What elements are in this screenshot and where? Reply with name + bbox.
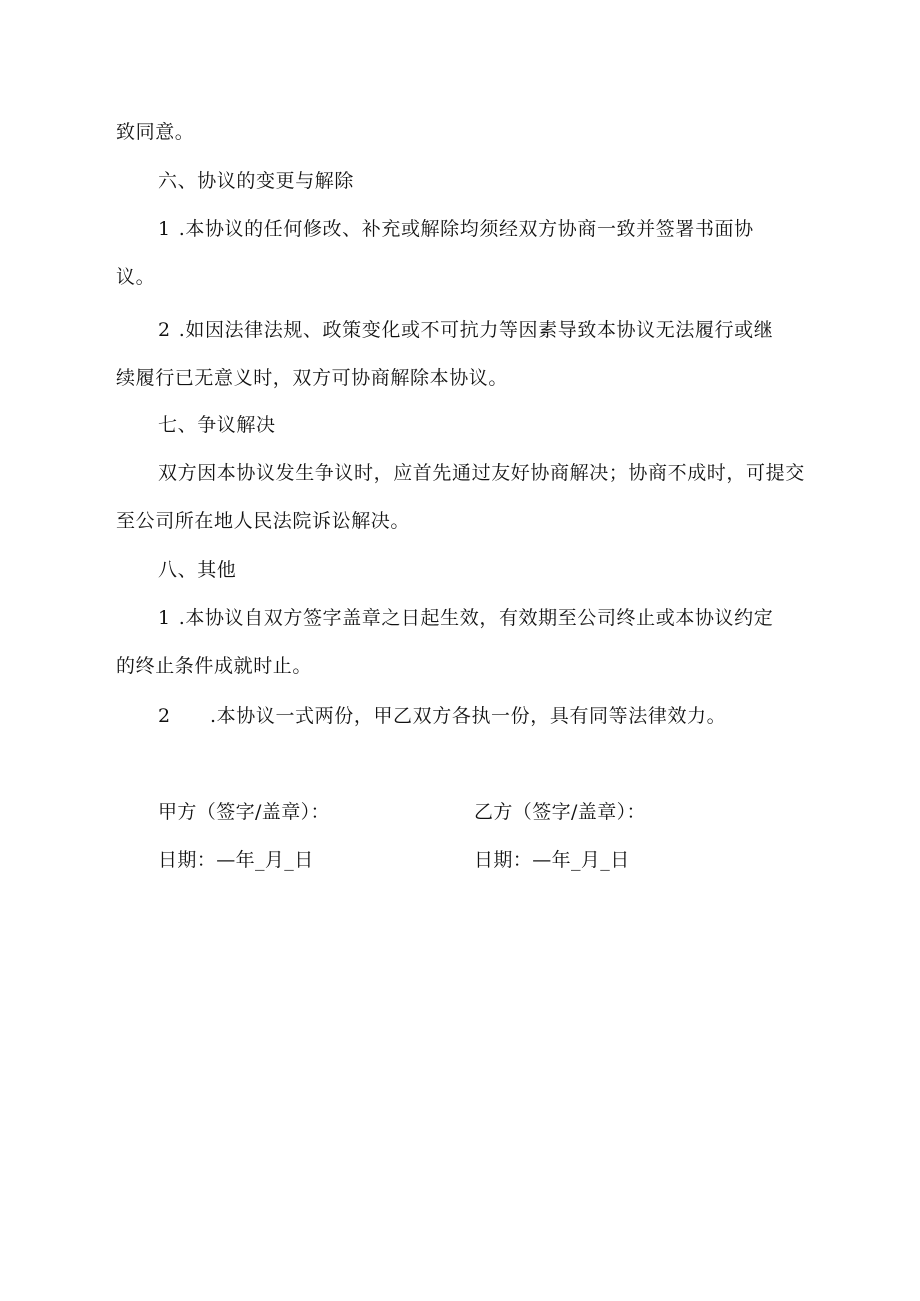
clause-text: .如因法律法规、政策变化或不可抗力等因素导致本协议无法履行或继 [178, 319, 774, 341]
clause-6-2-line-1 [158, 318, 773, 342]
clause-text: .本协议的任何修改、补充或解除均须经双方协商一致并签署书面协 [178, 218, 754, 240]
paragraph-text: 至公司所在地人民法院诉讼解决。 [116, 510, 411, 532]
signature-label-text: 甲方（签字/盖章）： [158, 801, 330, 823]
clause-6-2-line-2 [116, 366, 508, 390]
clause-text: .本协议自双方签字盖章之日起生效，有效期至公司终止或本协议约定 [178, 607, 774, 629]
clause-text: 的终止条件成就时止。 [116, 655, 313, 677]
clause-number: 1 [158, 218, 171, 240]
paragraph-text: 双方因本协议发生争议时，应首先通过友好协商解决；协商不成时，可提交 [158, 462, 805, 484]
section-heading-text: 八、其他 [158, 559, 237, 581]
section-heading-text: 六、协议的变更与解除 [158, 170, 355, 192]
paragraph-text: 致同意。 [116, 121, 195, 143]
section-heading-text: 七、争议解决 [158, 414, 276, 436]
party-b-signature-label [474, 800, 646, 824]
clause-8-1-line-1 [158, 606, 773, 630]
paragraph-continuation [116, 120, 194, 144]
clause-6-1-line-1 [158, 217, 754, 241]
clause-text: 续履行已无意义时，双方可协商解除本协议。 [116, 367, 509, 389]
section-7-body-line-2 [116, 509, 410, 533]
section-heading-7 [158, 413, 276, 437]
party-b-date-label [474, 848, 630, 872]
party-a-date-label [158, 848, 314, 872]
clause-number: 2 [158, 319, 171, 341]
date-label-text: 日期：—年_月_日 [474, 849, 630, 871]
clause-6-1-line-2 [116, 265, 155, 289]
signature-label-text: 乙方（签字/盖章）： [474, 801, 646, 823]
date-label-text: 日期：—年_月_日 [158, 849, 314, 871]
section-7-body-line-1 [158, 461, 805, 485]
section-heading-6 [158, 169, 354, 193]
clause-number: 1 [158, 607, 171, 629]
clause-8-2-line-1 [158, 704, 726, 728]
clause-8-1-line-2 [116, 654, 312, 678]
clause-text: .本协议一式两份，甲乙双方各执一份，具有同等法律效力。 [210, 705, 727, 727]
party-a-signature-label [158, 800, 330, 824]
clause-number: 2 [158, 705, 171, 727]
section-heading-8 [158, 558, 236, 582]
clause-text: 议。 [116, 266, 156, 288]
